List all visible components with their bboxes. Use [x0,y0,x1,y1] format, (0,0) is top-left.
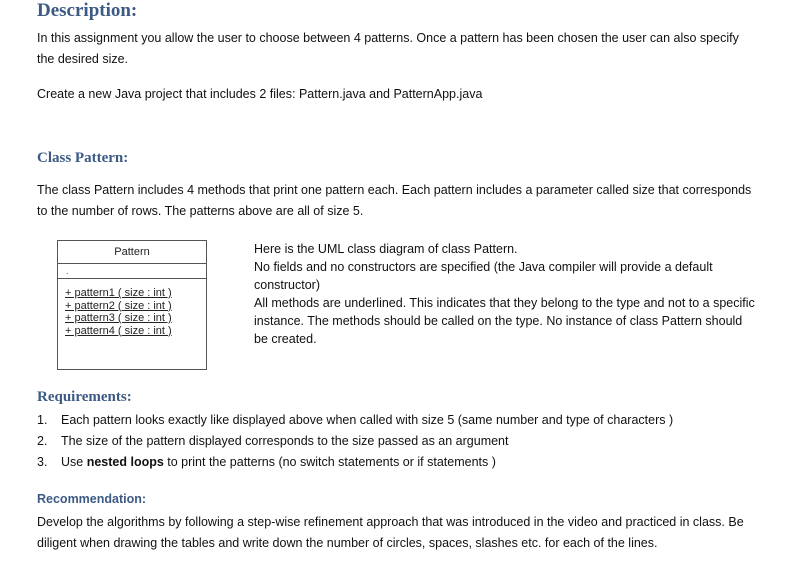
requirement-number: 3. [37,455,48,469]
nested-loops-emphasis: nested loops [86,455,164,469]
description-paragraph: In this assignment you allow the user to choose between 4 patterns. Once a pattern has been chosen the user can also specify the desired size. [37,31,739,66]
uml-class-name: Pattern [58,241,206,264]
uml-method-pattern2: + pattern2 ( size : int ) [65,299,172,312]
uml-desc-line-3: All methods are underlined. This indicates that they belong to the type and not to a specific instance. The methods should be called on the type. No instance of class Pattern should be created. [254,296,755,346]
class-pattern-paragraph: The class Pattern includes 4 methods that print one pattern each. Each pattern includes a parameter called size that corresponds to the number of rows. The patterns above are all of size 5. [37,183,752,218]
requirements-list [37,410,757,473]
uml-fields-section: . [58,264,206,279]
project-files-paragraph: Create a new Java project that includes 2 files: Pattern.java and PatternApp.java [37,87,483,101]
requirement-text: The size of the pattern displayed corresponds to the size passed as an argument [61,434,509,448]
requirement-text-pre: Use [61,455,87,469]
requirement-item [37,431,757,452]
requirement-text: Each pattern looks exactly like displayed above when called with size 5 (same number and type of characters ) [61,413,674,427]
uml-method-pattern3: + pattern3 ( size : int ) [65,312,172,324]
class-pattern-heading: Class Pattern: [37,150,129,166]
uml-methods-section [58,279,206,337]
uml-description [254,240,759,348]
uml-desc-line-1: Here is the UML class diagram of class Pattern. [254,242,518,256]
description-heading: Description: [37,0,138,21]
uml-method-pattern1: + pattern1 ( size : int ) [65,287,172,299]
recommendation-heading: Recommendation: [37,492,147,506]
requirement-text-post: to print the patterns (no switch statements or if statements ) [163,455,496,469]
requirement-item [37,410,757,431]
uml-desc-line-2: No fields and no constructors are specified (the Java compiler will provide a default constructor) [254,260,713,292]
requirement-number: 2. [37,434,48,448]
requirements-heading: Requirements: [37,389,132,405]
uml-class-diagram [57,240,207,370]
requirement-number: 1. [37,413,48,427]
requirement-item [37,452,757,473]
recommendation-paragraph: Develop the algorithms by following a step-wise refinement approach that was introduced in the video and practiced in class. Be diligent when drawing the tables and write down the number of circles, spaces, slashes etc. for each of the lines. [37,515,744,550]
uml-method-pattern4: + pattern4 ( size : int ) [65,324,172,337]
requirement-text [61,452,496,473]
